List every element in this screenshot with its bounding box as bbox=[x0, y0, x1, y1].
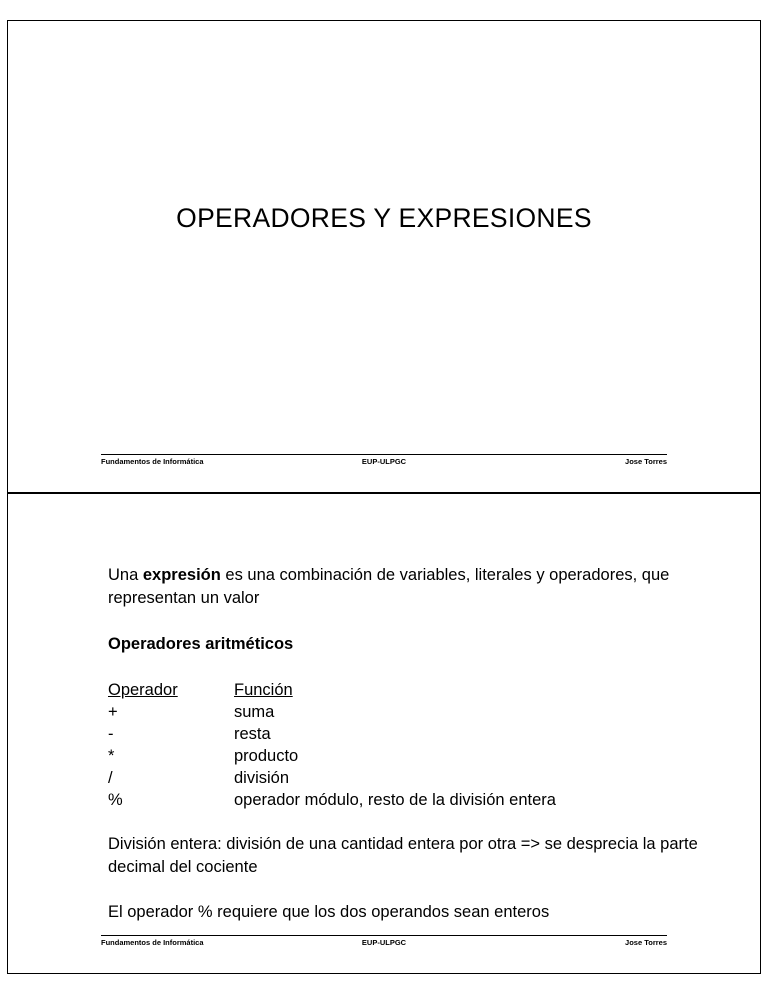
slide-1-footer bbox=[101, 454, 667, 470]
operator-symbol: / bbox=[108, 769, 113, 787]
slide-1 bbox=[7, 20, 761, 493]
slide-1-title: OPERADORES Y EXPRESIONES bbox=[176, 203, 592, 233]
operator-symbol: * bbox=[108, 747, 115, 765]
operator-description: operador módulo, resto de la división entera bbox=[234, 791, 556, 809]
table-header-operator: Operador bbox=[108, 681, 178, 699]
table-header-function: Función bbox=[234, 681, 293, 699]
footer-divider bbox=[101, 454, 667, 455]
paragraph-integer-division: División entera: división de una cantidad entera por otra => se desprecia la parte decimal del cociente bbox=[108, 835, 698, 876]
table-row bbox=[108, 701, 556, 723]
expression-definition-paragraph bbox=[108, 564, 700, 610]
operator-symbol: + bbox=[108, 703, 118, 721]
section-heading-arithmetic-operators: Operadores aritméticos bbox=[108, 635, 294, 653]
footer-divider bbox=[101, 935, 667, 936]
table-row bbox=[108, 745, 556, 767]
operator-symbol: - bbox=[108, 725, 114, 743]
slide-2 bbox=[7, 493, 761, 974]
definition-text-before: Una bbox=[108, 566, 143, 584]
footer-right-text: Jose Torres bbox=[625, 938, 667, 947]
table-row bbox=[108, 723, 556, 745]
table-row bbox=[108, 767, 556, 789]
operator-description: división bbox=[234, 769, 290, 787]
footer-left-text: Fundamentos de Informática bbox=[101, 938, 204, 947]
operators-table bbox=[108, 679, 556, 811]
operator-symbol: % bbox=[108, 791, 123, 809]
footer-right-text: Jose Torres bbox=[625, 457, 667, 466]
footer-left-text: Fundamentos de Informática bbox=[101, 457, 204, 466]
definition-bold-term: expresión bbox=[142, 566, 221, 584]
table-header-row bbox=[108, 679, 556, 701]
definition-text-after: es una combinación de variables, literales y operadores, que representan un valor bbox=[108, 566, 670, 607]
footer-center-text: EUP-ULPGC bbox=[361, 457, 407, 466]
slide-2-footer bbox=[101, 935, 667, 951]
footer-center-text: EUP-ULPGC bbox=[361, 938, 407, 947]
paragraph-modulo-operands: El operador % requiere que los dos operandos sean enteros bbox=[108, 903, 550, 921]
operator-description: suma bbox=[234, 703, 275, 721]
operator-description: producto bbox=[234, 747, 299, 765]
operator-description: resta bbox=[234, 725, 271, 743]
table-row bbox=[108, 789, 556, 811]
slide-2-body bbox=[108, 564, 700, 924]
